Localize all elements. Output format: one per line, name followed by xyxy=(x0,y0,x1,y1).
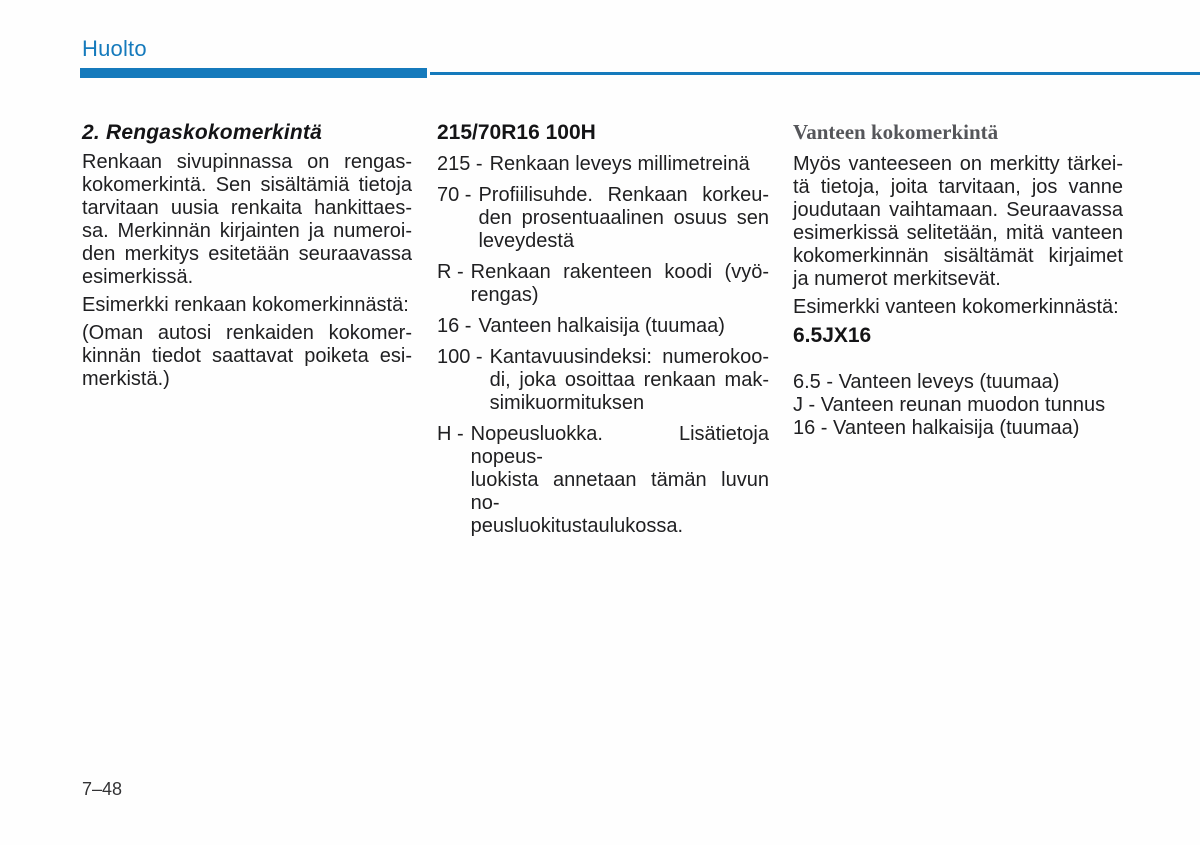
tire-code-item xyxy=(437,346,769,415)
tire-code-item xyxy=(437,184,769,253)
tire-example-lead: Esimerkki renkaan kokomerkinnästä: xyxy=(82,294,409,316)
tire-code-item-text: Renkaan leveys millimetreinä xyxy=(489,153,750,175)
tire-code-item xyxy=(437,153,769,176)
tire-code-item-label: 215 - xyxy=(437,153,483,175)
rim-example-lead: Esimerkki vanteen kokomerkinnästä: xyxy=(793,296,1119,318)
tire-code-item xyxy=(437,423,769,538)
tire-size-column xyxy=(82,120,412,396)
tire-code-item xyxy=(437,261,769,307)
tire-code-item-text: Renkaan rakenteen koodi (vyö- rengas) xyxy=(470,261,769,306)
tire-code-item xyxy=(437,315,769,338)
tire-code-item-label: 70 - xyxy=(437,184,472,206)
tire-size-intro: Renkaan sivupinnassa on rengas- kokomerkintä. Sen sisältämiä tietoja tarvitaan uusia renkaita hankittaes- sa. Merkinnän kirjainten ja numeroi- den merkitys esitetään seuraavassa esimerkissä. xyxy=(82,151,412,288)
header-rule-thin xyxy=(430,72,1200,75)
tire-code-item-text: Profiilisuhde. Renkaan korkeu- den prosentuaalinen osuus sen leveydestä xyxy=(478,184,769,252)
rim-size-column xyxy=(793,120,1123,440)
rim-code: 6.5JX16 xyxy=(793,324,872,347)
header-section-title: Huolto xyxy=(82,36,147,61)
rim-item: J - Vanteen reunan muodon tunnus xyxy=(793,394,1106,416)
tire-code-item-text: Kantavuusindeksi: numerokoo- di, joka osoittaa renkaan mak- simikuormituksen xyxy=(489,346,769,414)
tire-code-item-text: Vanteen halkaisija (tuumaa) xyxy=(478,315,725,337)
tire-code-item-text: Nopeusluokka. Lisätietoja nopeus- luokista annetaan tämän luvun no- peusluokitustaulukossa. xyxy=(470,423,769,537)
tire-code-item-label: 100 - xyxy=(437,346,483,368)
tire-code-column xyxy=(437,120,769,546)
rim-item: 6.5 - Vanteen leveys (tuumaa) xyxy=(793,371,1060,393)
header-rule-thick xyxy=(80,68,427,78)
tire-code-item-label: 16 - xyxy=(437,315,472,337)
rim-item: 16 - Vanteen halkaisija (tuumaa) xyxy=(793,417,1080,439)
tire-code-heading: 215/70R16 100H xyxy=(437,121,596,144)
tire-code-item-label: H - xyxy=(437,423,464,445)
rim-size-heading: Vanteen kokomerkintä xyxy=(793,120,999,144)
rim-size-intro: Myös vanteeseen on merkitty tärkei- tä tietoja, joita tarvitaan, jos vanne joudutaan vaihtamaan. Seuraavassa esimerkissä selitetään, mitä vanteen kokomerkinnän sisältämät kirjaimet ja numerot merkitsevät. xyxy=(793,153,1123,290)
tire-size-heading: 2. Rengaskokomerkintä xyxy=(82,121,322,144)
tire-code-item-label: R - xyxy=(437,261,464,283)
tire-example-note: (Oman autosi renkaiden kokomer- kinnän tiedot saattavat poiketa esi- merkistä.) xyxy=(82,322,412,390)
page-number: 7–48 xyxy=(82,779,123,799)
